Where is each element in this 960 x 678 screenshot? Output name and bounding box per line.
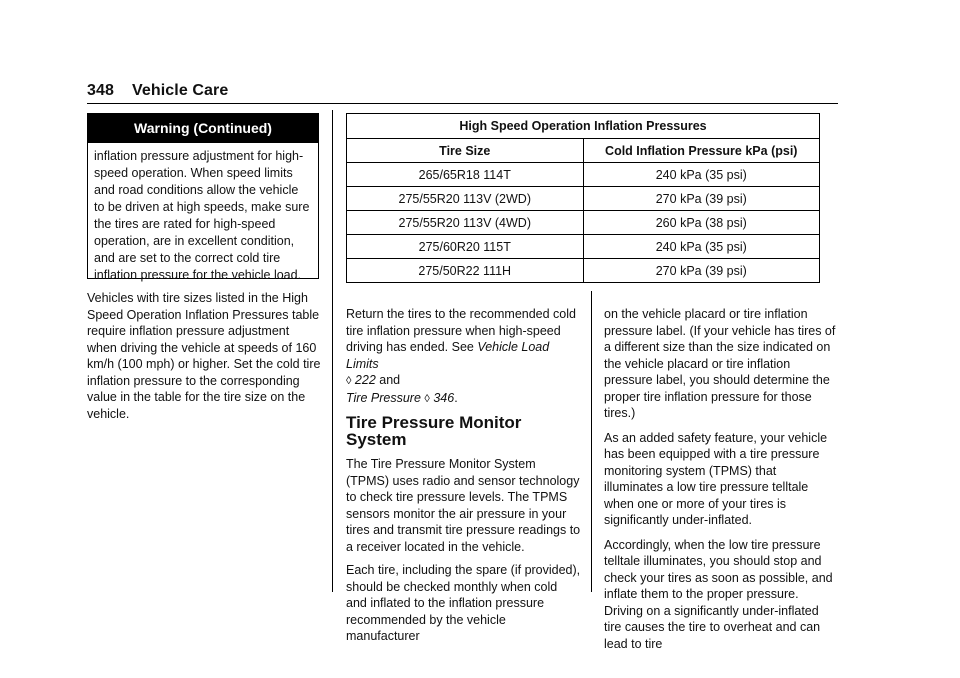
table-title: High Speed Operation Inflation Pressures	[347, 114, 819, 139]
pressure-cell: 270 kPa (39 psi)	[583, 259, 819, 283]
pressure-cell: 270 kPa (39 psi)	[583, 187, 819, 211]
section-title: Vehicle Care	[132, 82, 229, 99]
telltale-paragraph: Accordingly, when the low tire pressure telltale illuminates, you should stop and check your tires as soon as possible, and inflate them to the proper pressure. Driving on a significantly under-inflated tire causes the tire to overheat and can lead to tire	[604, 537, 833, 651]
tire-size-cell: 275/55R20 113V (4WD)	[347, 211, 583, 235]
spare-tire-paragraph: Each tire, including the spare (if provided), should be checked monthly when cold and inflated to the inflation pressure recommended by the vehicle manufacturer	[346, 563, 581, 643]
page-ref-arrow-icon: ◊	[424, 392, 430, 405]
warning-box	[87, 113, 319, 282]
page-number: 348	[87, 82, 114, 99]
page-ref-346[interactable]: 346	[433, 390, 455, 405]
tpms-paragraph: The Tire Pressure Monitor System (TPMS) uses radio and sensor technology to check tire pressure levels. The TPMS sensors monitor the air pressure in your tires and transmit tire pressure readings to a receiver located in the vehicle.	[346, 457, 581, 554]
pressure-cell: 260 kPa (38 psi)	[583, 211, 819, 235]
table-header-tire-size: Tire Size	[347, 139, 583, 163]
left-paragraph: Vehicles with tire sizes listed in the High Speed Operation Inflation Pressures table require inflation pressure adjustment when driving the vehicle at speeds of 160 km/h (100 mph) or higher. Set the cold tire inflation pressure to the corresponding value in the table for the tire size on the vehicle.	[87, 291, 321, 421]
page-header	[87, 82, 228, 100]
placard-paragraph: on the vehicle placard or tire inflation pressure label. (If your vehicle has tires of a different size than the size indicated on the vehicle placard or tire inflation pressure label, you should determine the proper tire inflation pressure for those tires.)	[604, 307, 836, 420]
pressure-cell: 240 kPa (35 psi)	[583, 163, 819, 187]
safety-feature-paragraph: As an added safety feature, your vehicle has been equipped with a tire pressure monitoring system (TPMS) that illuminates a low tire pressure telltale when one or more of your tires is significantly under-inflated.	[604, 430, 828, 527]
table-row	[347, 163, 819, 187]
warning-title: Warning (Continued)	[88, 114, 318, 143]
tire-size-cell: 275/55R20 113V (2WD)	[347, 187, 583, 211]
column-divider	[332, 110, 333, 592]
page-ref-222[interactable]: 222	[354, 373, 376, 387]
and-text: and	[379, 373, 401, 387]
return-tires-paragraph: Return the tires to the recommended cold tire inflation pressure when high-speed driving has ended. See Vehicle Load Limits ◊ 222 and Tire Pressure ◊ 346.	[346, 307, 576, 405]
link-tire-pressure[interactable]: Tire Pressure	[346, 390, 421, 405]
tire-size-cell: 275/50R22 111H	[347, 259, 583, 283]
column-divider-right	[591, 291, 592, 592]
page-ref-arrow-icon: ◊	[346, 375, 352, 387]
link-vehicle-load-limits[interactable]: Vehicle Load Limits	[346, 340, 550, 371]
table-header-pressure: Cold Inflation Pressure kPa (psi)	[605, 143, 798, 158]
middle-column	[346, 306, 581, 652]
right-column	[604, 306, 838, 660]
header-rule	[87, 103, 838, 104]
tpms-heading: Tire Pressure Monitor System	[346, 413, 522, 449]
pressure-cell: 240 kPa (35 psi)	[583, 235, 819, 259]
table-row	[347, 235, 819, 259]
tire-size-cell: 265/65R18 114T	[347, 163, 583, 187]
table-row	[347, 187, 819, 211]
table-header-row	[347, 139, 819, 163]
tire-size-cell: 275/60R20 115T	[347, 235, 583, 259]
return-tires-text: Return the tires to the recommended cold tire inflation pressure when high-speed driving has ended. See	[346, 307, 576, 354]
table-row	[347, 211, 819, 235]
warning-body: inflation pressure adjustment for high-speed operation. When speed limits and road conditions allow the vehicle to be driven at high speeds, make sure the tires are rated for high-speed operation, are in excellent condition, and are set to the correct cold tire inflation pressure for the vehicle load.	[94, 149, 310, 282]
table-row	[347, 259, 819, 283]
inflation-table	[346, 113, 820, 283]
